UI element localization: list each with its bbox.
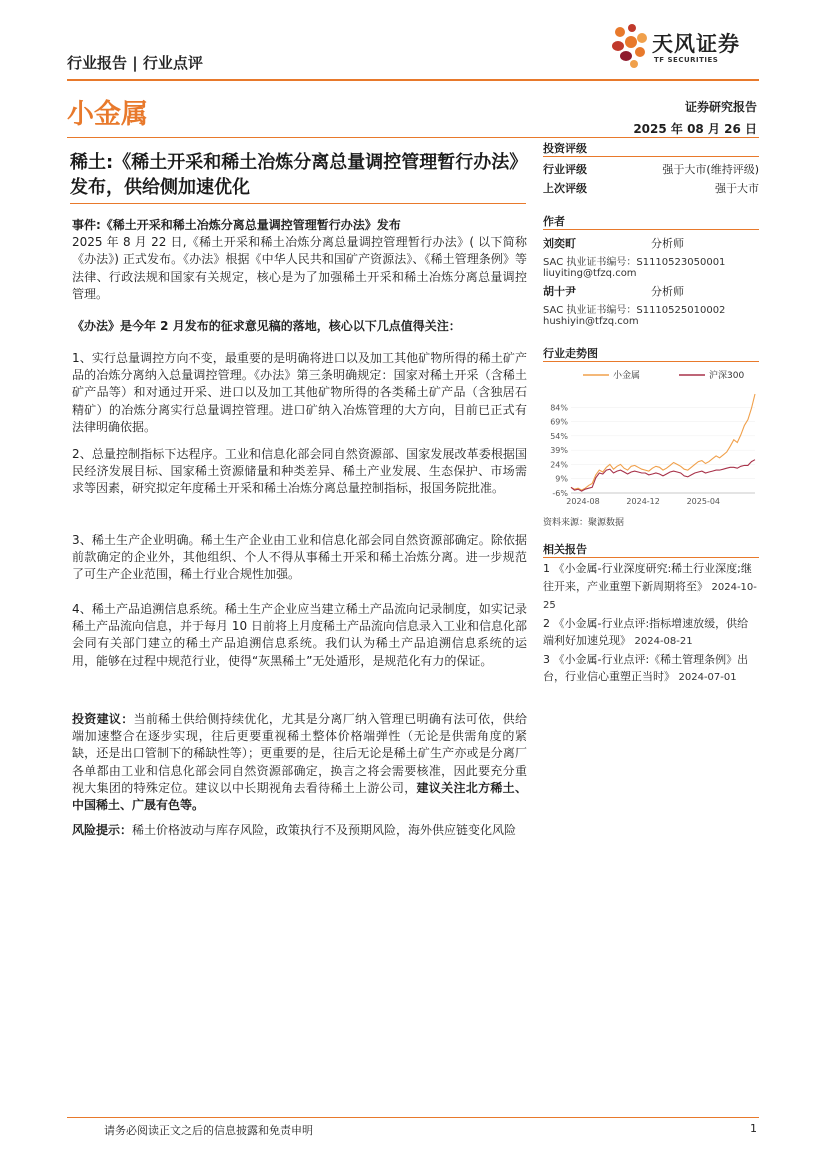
related-report-title[interactable]: 3 《小金属-行业点评:《稀土管理条例》出台，行业信心重塑正当时》 [543,652,749,683]
x-tick-label: 2025-04 [686,497,721,506]
y-tick-label: 84% [550,403,568,413]
author-name: 刘奕町 [543,237,576,250]
related-report-date: 2024-08-21 [634,636,693,647]
industry-rating-value: 强于大市(维持评级) [662,163,759,176]
disclaimer-text: 请务必阅读正文之后的信息披露和免责申明 [104,1124,313,1137]
advice-emphasis: 建议关注北方稀土、中国稀土、广晟有色等。 [72,780,527,813]
point-2 [72,446,527,498]
legend-label: 小金属 [613,371,641,381]
y-tick-label: -6% [552,489,568,498]
advice-body: 当前稀土供给侧持续优化，尤其是分离厂纳入管理已明确有法可依，供给端加速整合在逐步实现，往后更要重视稀土整体价格端弹性（无论是供需角度的紧缺，还是出口管制下的稀缺性等）；更重要的是，往后无论是稀土矿生产亦或是分离厂各单都由工业和信息化部会同自然资源部确定，换言之将会需要核准，因此要充分重视大集团的特殊定位。建议以中长期视角去看待稀土上游公司， [72,712,527,795]
industry-trend-chart [543,365,759,510]
logo-name-en: TF SECURITIES [654,56,719,64]
author-license: SAC 执业证书编号：S1110525010002 [543,305,726,316]
point-text: 2、总量控制指标下达程序。工业和信息化部会同自然资源部、国家发展改革委根据国民经济发展目标、国家稀土资源储量和种类差异、稀土产业发展、生态保护、市场需求等因素，研究拟定年度稀土开采和稀土冶炼分离总量控制指标，报国务院批准。 [72,447,527,496]
logo-name-cn: 天风证券 [652,32,740,56]
related-report-item[interactable] [543,651,759,687]
author-name: 胡十尹 [543,285,576,298]
point-text: 3、稀土生产企业明确。稀土生产企业由工业和信息化部会同自然资源部确定。除依据前款确定的企业外，其他组织、个人不得从事稀土开采和稀土冶炼分离。进一步规范了可生产企业范围，稀土行业合规性加强。 [72,533,527,582]
investment-advice [72,711,527,814]
event-body: 2025 年 8 月 22 日,《稀土开采和稀土冶炼分离总量调控管理暂行办法》( 以下简称《办法》) 正式发布。《办法》根据《中华人民共和国矿产资源法》、《稀土管理条例》等法律、行政法规和国家有关规定，核心是为了加强稀土开采和稀土冶炼分离总量调控管理。 [72,235,527,301]
previous-rating-value: 强于大市 [715,182,759,195]
author-license: SAC 执业证书编号：S1110523050001 [543,257,726,268]
legend-label: 沪深300 [709,371,745,381]
related-section [543,541,759,701]
sector-title: 小金属 [67,99,148,130]
lead-text [72,318,527,335]
report-date: 2025 年 08 月 26 日 [633,122,757,136]
event-section [72,217,527,303]
related-report-title[interactable]: 1 《小金属-行业深度研究:稀土行业深度;继往开来，产业重塑下新周期将至》 [543,562,752,593]
company-logo [608,22,768,72]
previous-rating-label: 上次评级 [543,182,587,195]
y-tick-label: 69% [550,417,568,427]
x-tick-label: 2024-08 [566,497,600,506]
authors-rule [543,229,759,230]
author-email[interactable]: liuyiting@tfzq.com [543,268,637,279]
industry-rating-label: 行业评级 [543,163,587,176]
author-email[interactable]: hushiyin@tfzq.com [543,316,639,327]
y-tick-label: 54% [550,431,568,441]
author-2 [543,283,759,327]
point-text: 1、实行总量调控方向不变，最重要的是明确将进口以及加工其他矿物所得的稀土矿产品的冶炼分离纳入总量调控管理。《办法》第三条明确规定：国家对稀土开采（含稀土矿产品等）和对通过开采、进口以及加工其他矿物所得的各类稀土矿产品（含独居石精矿）的冶炼分离实行总量调控管理。进口矿纳入冶炼管理的大方向，目前已正式有法律明确依据。 [72,351,527,434]
related-report-date: 2024-07-01 [678,672,737,683]
advice-label: 投资建议： [72,712,134,726]
previous-rating-row [543,180,759,196]
header-rule [67,79,759,81]
y-tick-label: 24% [550,460,568,470]
trend-section [543,345,759,530]
related-heading: 相关报告 [543,543,587,556]
y-tick-label: 39% [550,446,568,456]
report-type: 证券研究报告 [684,100,757,114]
report-title: 稀土:《稀土开采和稀土冶炼分离总量调控管理暂行办法》发布，供给侧加速优化 [70,152,528,198]
trend-heading: 行业走势图 [543,347,598,360]
rating-section [543,140,759,200]
rating-rule [543,156,759,157]
point-1 [72,350,527,436]
author-role: 分析师 [651,237,684,250]
report-category: 行业报告 | 行业点评 [67,54,203,72]
point-text: 4、稀土产品追溯信息系统。稀土生产企业应当建立稀土产品流向记录制度，如实记录稀土产品流向信息，并于每月 10 日前将上月度稀土产品流向信息录入工业和信息化部会同有关部门建立的稀土产品追溯信息系统。我们认为稀土产品追溯信息系统的运用，能够在过程中规范行业，使得“灰黑稀土”无处遁形，是规范化有力的保证。 [72,602,527,668]
logo-mark-icon [608,22,652,70]
x-tick-label: 2024-12 [626,497,660,506]
author-role: 分析师 [651,285,684,298]
point-3 [72,532,527,584]
footer-rule [67,1117,759,1118]
author-1 [543,235,759,279]
risk-body: 稀土价格波动与库存风险，政策执行不及预期风险，海外供应链变化风险 [132,823,517,837]
risk-label: 风险提示： [72,823,133,837]
risk-warning [72,822,527,839]
chart-source: 资料来源：聚源数据 [543,518,625,528]
lead-sentence: 《办法》是今年 2 月发布的征求意见稿的落地，核心以下几点值得关注： [72,319,461,333]
section-rule [67,137,759,138]
related-report-title[interactable]: 2 《小金属-行业点评:指标增速放缓，供给端利好加速兑现》 [543,616,749,647]
event-heading: 事件:《稀土开采和稀土冶炼分离总量调控管理暂行办法》发布 [72,218,401,232]
y-tick-label: 9% [555,474,568,484]
trend-rule [543,361,759,362]
title-rule [70,203,526,204]
related-rule [543,557,759,558]
rating-heading: 投资评级 [543,142,587,155]
related-report-item[interactable] [543,615,759,651]
related-report-date: 2024-10-25 [543,581,757,611]
page-number: 1 [750,1122,757,1135]
authors-section [543,213,759,328]
industry-rating-row [543,161,759,177]
authors-heading: 作者 [543,215,565,228]
related-report-item[interactable] [543,560,759,615]
point-4 [72,601,527,670]
